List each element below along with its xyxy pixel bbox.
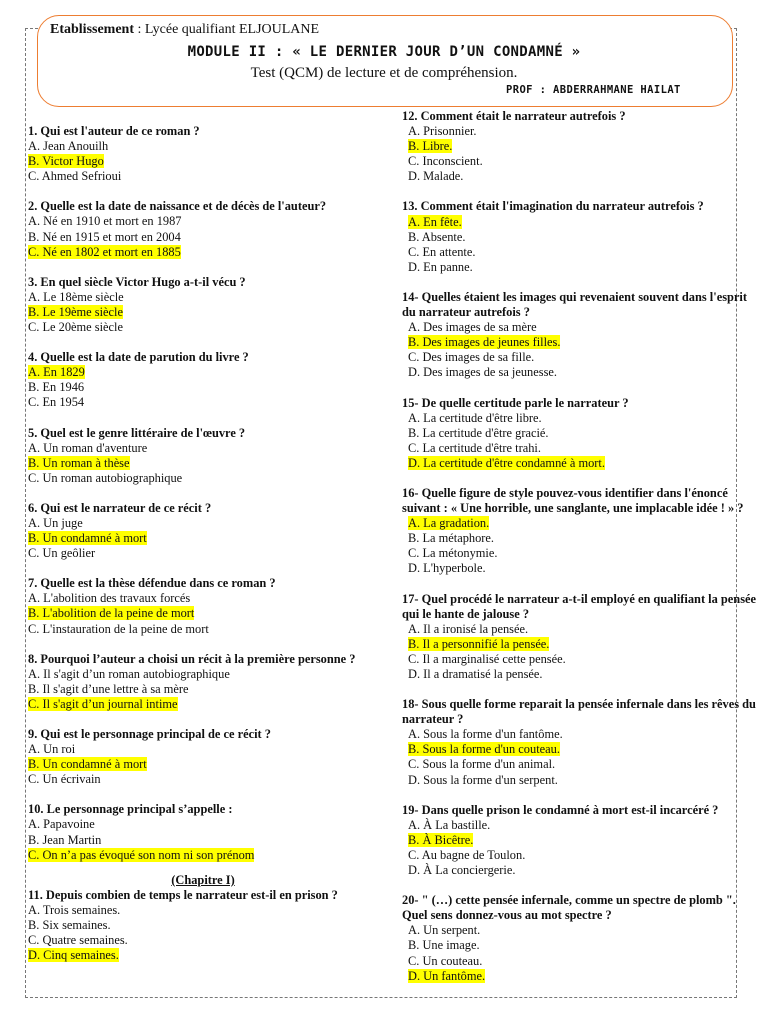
question-block <box>28 727 378 787</box>
answer-text: A. Sous la forme d'un fantôme. <box>408 727 563 742</box>
answer-option-correct[interactable] <box>402 335 760 350</box>
answer-option[interactable] <box>402 350 760 365</box>
test-subtitle: Test (QCM) de lecture et de compréhension. <box>250 65 518 81</box>
question-block <box>28 199 378 259</box>
question-title: 16- Quelle figure de style pouvez-vous identifier dans l'énoncé suivant : « Une horrible, une sanglante, une implacable idée ! » ? <box>402 485 744 516</box>
answer-text: B. Un condamné à mort <box>28 531 147 546</box>
answer-option-correct[interactable] <box>28 757 378 772</box>
question-title: 18- Sous quelle forme reparait la pensée infernale dans les rêves du narrateur ? <box>402 697 756 727</box>
answer-text: D. La certitude d'être condamné à mort. <box>408 455 605 470</box>
answer-option[interactable] <box>402 365 760 380</box>
answer-option[interactable] <box>28 320 378 335</box>
answer-option[interactable] <box>402 531 760 546</box>
answer-text: B. Une image. <box>408 938 480 953</box>
answer-option[interactable] <box>402 667 760 682</box>
teacher-name: PROF : ABDERRAHMANE HAILAT <box>506 84 681 96</box>
module-title: MODULE II : « LE DERNIER JOUR D’UN CONDAMNÉ » <box>187 44 581 60</box>
answer-option-correct[interactable] <box>28 531 378 546</box>
answer-option[interactable] <box>28 471 378 486</box>
answer-text: B. Six semaines. <box>28 918 111 933</box>
question-block <box>402 803 760 878</box>
answer-text: A. Papavoine <box>28 817 95 832</box>
answer-option[interactable] <box>402 245 760 260</box>
answer-text: B. L'abolition de la peine de mort <box>28 606 195 621</box>
question-title: 9. Qui est le personnage principal de ce récit ? <box>28 727 271 741</box>
answer-text: A. Un roman d'aventure <box>28 440 148 455</box>
answer-text: D. Un fantôme. <box>408 968 486 983</box>
question-block <box>28 576 378 636</box>
answer-text: C. L'instauration de la peine de mort <box>28 621 209 636</box>
answer-text: A. Un serpent. <box>408 923 481 938</box>
answer-option[interactable] <box>402 320 760 335</box>
answer-option[interactable] <box>402 863 760 878</box>
question-title: 15- De quelle certitude parle le narrateur ? <box>402 395 629 410</box>
answer-option[interactable] <box>28 380 378 395</box>
answer-option[interactable] <box>402 230 760 245</box>
answer-option[interactable] <box>28 516 378 531</box>
answer-option[interactable] <box>28 230 378 245</box>
answer-text: C. En attente. <box>408 244 476 259</box>
question-block <box>28 124 378 184</box>
question-block <box>402 199 760 274</box>
answer-option-correct[interactable] <box>28 848 378 863</box>
chapter-heading: (Chapitre I) <box>171 872 235 887</box>
answer-option[interactable] <box>402 652 760 667</box>
answer-text: D. Il a dramatisé la pensée. <box>408 667 543 681</box>
answer-text: C. En 1954 <box>28 395 85 410</box>
question-title: 19- Dans quelle prison le condamné à mort est-il incarcéré ? <box>402 802 719 817</box>
answer-text: A. L'abolition des travaux forcés <box>28 591 191 606</box>
answer-text: B. Libre. <box>408 139 453 154</box>
question-title: 3. En quel siècle Victor Hugo a-t-il vécu ? <box>28 274 246 289</box>
answer-text: B. Victor Hugo <box>28 154 104 169</box>
question-title: 5. Quel est le genre littéraire de l'œuvre ? <box>28 425 246 440</box>
answer-text: C. Né en 1802 et mort en 1885 <box>28 244 181 259</box>
question-block <box>28 350 378 410</box>
answer-option[interactable] <box>402 757 760 772</box>
answer-option[interactable] <box>402 411 760 426</box>
answer-text: A. La certitude d'être libre. <box>408 410 542 425</box>
answer-text: B. À Bicêtre. <box>408 832 474 847</box>
answer-text: C. Un écrivain <box>28 772 101 787</box>
answer-text: A. En 1829 <box>28 365 85 380</box>
answer-text: C. Inconscient. <box>408 154 483 169</box>
left-column <box>28 124 378 963</box>
establishment-label: Etablissement <box>50 22 134 37</box>
answer-option-correct[interactable] <box>28 305 378 320</box>
answer-text: A. Des images de sa mère <box>408 320 537 335</box>
establishment-line <box>50 22 319 38</box>
answer-text: A. À La bastille. <box>408 817 491 832</box>
answer-text: B. Des images de jeunes filles. <box>408 335 561 350</box>
answer-text: C. Un couteau. <box>408 953 483 968</box>
answer-option-correct[interactable] <box>28 365 378 380</box>
question-title: 10. Le personnage principal s’appelle : <box>28 802 233 817</box>
answer-option[interactable] <box>402 561 760 576</box>
question-title: 8. Pourquoi l’auteur a choisi un récit à la première personne ? <box>28 651 356 666</box>
answer-text: B. Absente. <box>408 229 466 244</box>
answer-option[interactable] <box>28 742 378 757</box>
answer-option[interactable] <box>402 938 760 953</box>
answer-option[interactable] <box>402 441 760 456</box>
answer-text: A. Trois semaines. <box>28 902 121 917</box>
answer-option[interactable] <box>28 214 378 229</box>
question-block <box>402 697 760 788</box>
answer-option[interactable] <box>402 727 760 742</box>
answer-text: C. Ahmed Sefrioui <box>28 169 122 184</box>
answer-text: D. À La conciergerie. <box>408 863 516 878</box>
question-block <box>28 802 378 862</box>
question-title: 1. Qui est l'auteur de ce roman ? <box>28 124 200 138</box>
answer-text: C. On n’a pas évoqué son nom ni son prénom <box>28 847 255 862</box>
answer-text: C. Un geôlier <box>28 546 96 561</box>
answer-option-correct[interactable] <box>402 833 760 848</box>
answer-text: D. Cinq semaines. <box>28 948 119 963</box>
question-block <box>402 290 760 381</box>
answer-text: D. En panne. <box>408 259 473 274</box>
answer-text: D. Sous la forme d'un serpent. <box>408 772 558 787</box>
question-block <box>28 275 378 335</box>
answer-text: D. Des images de sa jeunesse. <box>408 365 557 380</box>
answer-option-correct[interactable] <box>402 456 760 471</box>
question-block <box>402 592 760 683</box>
answer-option-correct[interactable] <box>402 139 760 154</box>
answer-text: B. Un condamné à mort <box>28 757 147 772</box>
answer-option[interactable] <box>28 139 378 154</box>
answer-text: B. Il s'agit d’une lettre à sa mère <box>28 681 189 696</box>
answer-text: C. Quatre semaines. <box>28 933 128 948</box>
question-title: 11. Depuis combien de temps le narrateur est-il en prison ? <box>28 887 338 902</box>
answer-option[interactable] <box>28 622 378 637</box>
question-title: 20- " (…) cette pensée infernale, comme un spectre de plomb ". Quel sens donnez-vous au mot spectre ? <box>402 893 736 923</box>
answer-option[interactable] <box>28 933 378 948</box>
question-block <box>402 486 760 577</box>
question-title: 7. Quelle est la thèse défendue dans ce roman ? <box>28 576 276 591</box>
answer-option[interactable] <box>402 124 760 139</box>
answer-text: B. Il a personnifié la pensée. <box>408 636 550 651</box>
answer-option[interactable] <box>28 290 378 305</box>
answer-text: B. Un roman à thèse <box>28 455 130 470</box>
answer-option[interactable] <box>28 395 378 410</box>
question-title: 14- Quelles étaient les images qui revenaient souvent dans l'esprit du narrateur autrefois ? <box>402 289 747 320</box>
answer-option-correct[interactable] <box>402 637 760 652</box>
question-title: 17- Quel procédé le narrateur a-t-il employé en qualifiant la pensée qui le hante de jalouse ? <box>402 591 757 621</box>
answer-option[interactable] <box>402 923 760 938</box>
answer-text: C. La certitude d'être trahi. <box>408 440 541 455</box>
answer-option[interactable] <box>28 682 378 697</box>
question-block <box>28 426 378 486</box>
answer-text: A. La gradation. <box>408 516 490 531</box>
question-block <box>402 109 760 184</box>
answer-text: B. Jean Martin <box>28 832 102 847</box>
answer-option[interactable] <box>402 818 760 833</box>
answer-option-correct[interactable] <box>28 948 378 963</box>
answer-option[interactable] <box>402 848 760 863</box>
answer-text: C. Le 20ème siècle <box>28 320 123 335</box>
answer-text: A. Prisonnier. <box>408 124 477 139</box>
answer-option[interactable] <box>28 772 378 787</box>
answer-text: A. Le 18ème siècle <box>28 289 124 304</box>
answer-option-correct[interactable] <box>28 456 378 471</box>
answer-option[interactable] <box>28 546 378 561</box>
answer-text: D. Malade. <box>408 169 464 184</box>
answer-text: A. Il a ironisé la pensée. <box>408 621 529 636</box>
answer-option-correct[interactable] <box>28 245 378 260</box>
answer-option[interactable] <box>402 954 760 969</box>
answer-text: C. Au bagne de Toulon. <box>408 847 526 862</box>
question-block <box>402 396 760 471</box>
answer-text: C. Des images de sa fille. <box>408 350 535 365</box>
answer-text: C. La métonymie. <box>408 546 498 561</box>
answer-option[interactable] <box>402 622 760 637</box>
right-column <box>402 109 760 999</box>
answer-option[interactable] <box>28 441 378 456</box>
answer-option[interactable] <box>28 591 378 606</box>
answer-option[interactable] <box>28 169 378 184</box>
answer-option-correct[interactable] <box>402 516 760 531</box>
answer-text: C. Il a marginalisé cette pensée. <box>408 651 566 666</box>
question-block <box>28 888 378 963</box>
answer-option-correct[interactable] <box>402 742 760 757</box>
answer-option[interactable] <box>402 260 760 275</box>
answer-text: B. La métaphore. <box>408 531 495 546</box>
answer-option-correct[interactable] <box>402 215 760 230</box>
answer-option[interactable] <box>402 426 760 441</box>
answer-option[interactable] <box>402 154 760 169</box>
answer-option[interactable] <box>28 817 378 832</box>
answer-option-correct[interactable] <box>28 154 378 169</box>
answer-text: C. Sous la forme d'un animal. <box>408 757 556 772</box>
answer-text: A. Un juge <box>28 515 83 530</box>
answer-option[interactable] <box>28 833 378 848</box>
question-title: 4. Quelle est la date de parution du livre ? <box>28 350 249 365</box>
answer-text: B. Né en 1915 et mort en 2004 <box>28 229 181 244</box>
answer-text: A. En fête. <box>408 214 462 229</box>
establishment-value: : Lycée qualifiant ELJOULANE <box>134 22 320 37</box>
answer-option[interactable] <box>402 773 760 788</box>
answer-option[interactable] <box>402 546 760 561</box>
question-title: 6. Qui est le narrateur de ce récit ? <box>28 500 212 515</box>
answer-option[interactable] <box>28 918 378 933</box>
answer-text: D. L'hyperbole. <box>408 561 486 576</box>
question-title: 12. Comment était le narrateur autrefois ? <box>402 109 626 123</box>
answer-option-correct[interactable] <box>28 697 378 712</box>
question-title: 2. Quelle est la date de naissance et de décès de l'auteur? <box>28 199 327 214</box>
answer-text: A. Né en 1910 et mort en 1987 <box>28 214 182 229</box>
answer-option[interactable] <box>402 169 760 184</box>
answer-option-correct[interactable] <box>402 969 760 984</box>
question-block <box>402 893 760 984</box>
answer-text: B. La certitude d'être gracié. <box>408 425 549 440</box>
answer-option-correct[interactable] <box>28 606 378 621</box>
question-block <box>28 501 378 561</box>
answer-text: B. En 1946 <box>28 380 85 395</box>
question-block <box>28 652 378 712</box>
answer-text: C. Un roman autobiographique <box>28 470 183 485</box>
answer-option[interactable] <box>28 903 378 918</box>
answer-text: B. Le 19ème siècle <box>28 304 123 319</box>
answer-text: C. Il s'agit d’un journal intime <box>28 696 178 711</box>
answer-text: A. Il s'agit d’un roman autobiographique <box>28 666 230 681</box>
answer-text: A. Jean Anouilh <box>28 139 109 154</box>
question-title: 13. Comment était l'imagination du narrateur autrefois ? <box>402 199 704 214</box>
answer-text: A. Un roi <box>28 742 76 757</box>
answer-option[interactable] <box>28 667 378 682</box>
answer-text: B. Sous la forme d'un couteau. <box>408 742 560 757</box>
